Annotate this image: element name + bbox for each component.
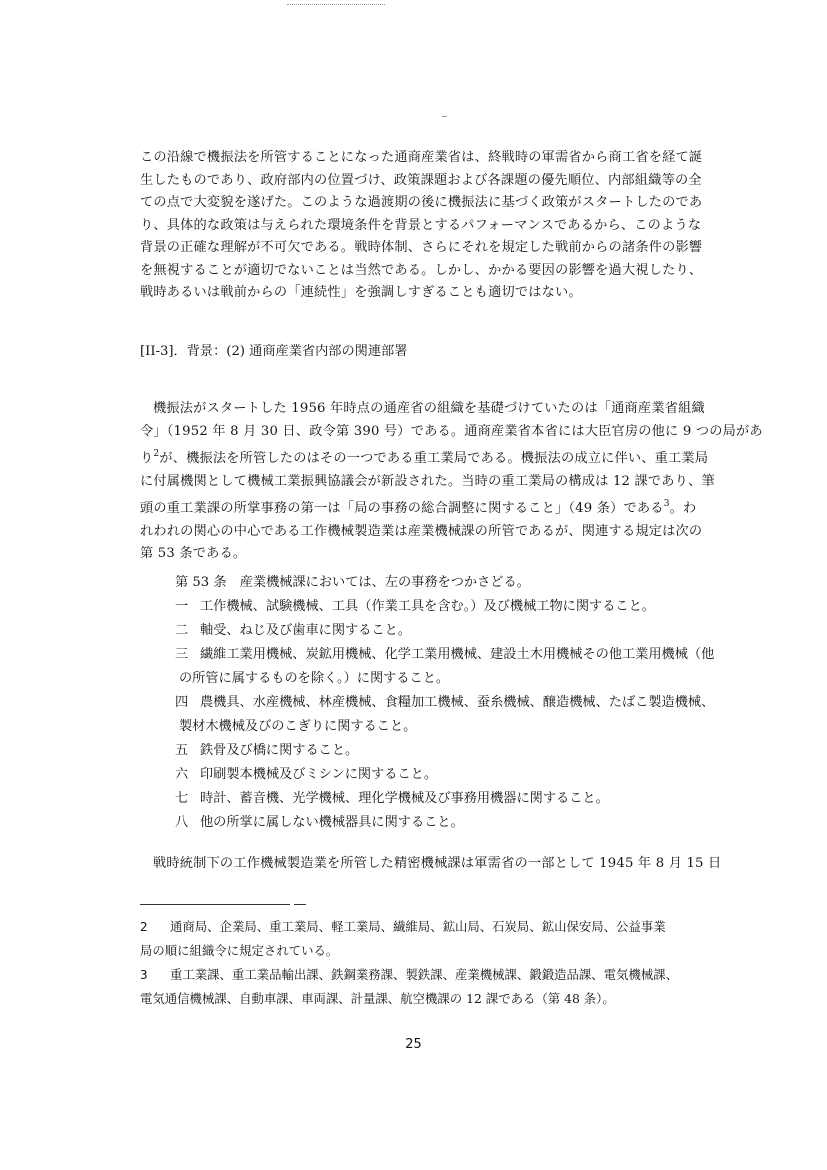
paragraph-2-text: 機振法がスタートした 1956 年時点の通産省の組織を基礎づけていたのは「通商産業省組織	[153, 401, 705, 416]
item-number: 八	[175, 815, 189, 830]
item-text-continued: 製材木機械及びのこぎりに関すること。	[179, 719, 417, 734]
paragraph-2-line: に付属機関として機械工業振興協議会が新設された。当時の重工業局の構成は 12 課であり、筆	[140, 473, 715, 489]
item-text: 他の所掌に属しない機械器具に関すること。	[200, 815, 464, 830]
paragraph-2-line	[140, 493, 720, 521]
article-item	[175, 787, 720, 811]
paragraph-1-line: り、具体的な政策は与えられた環境条件を背景とするパフォーマンスであるから、このような	[140, 217, 702, 233]
paragraph-1-line: 生したものであり、政府部内の位置づけ、政策課題および各課題の優先順位、内部組織等の全	[140, 172, 702, 188]
item-text: 軸受、ねじ及び歯車に関すること。	[200, 623, 411, 638]
footnote-ref-2: 2	[153, 449, 160, 459]
item-number: 七	[175, 791, 189, 806]
article-item	[175, 595, 720, 619]
footnote-line	[140, 963, 720, 987]
paragraph-2-line: 令」（1952 年 8 月 30 日、政令第 390 号）である。通商産業省本省には大臣官房の他に 9 つの局があ	[140, 423, 763, 439]
paragraph-3	[140, 853, 720, 876]
footnote-2	[140, 915, 720, 962]
item-number: 六	[175, 767, 189, 782]
article-item	[175, 619, 720, 643]
item-number: 一	[175, 599, 189, 614]
item-text: 時計、蓄音機、光学機械、理化学機械及び事務用機器に関すること。	[200, 791, 609, 806]
paragraph-2-text: が、機振法を所管したのはその一つである重工業局である。機振法の成立に伴い、重工業局	[159, 451, 709, 466]
item-text: 繊維工業用機械、炭鉱用機械、化学工業用機械、建設土木用機械その他工業用機械（他	[200, 647, 715, 662]
article-item	[175, 643, 720, 691]
scan-artifact-mid	[442, 116, 447, 117]
article-title: 第 53 条 産業機械課においては、左の事務をつかさどる。	[175, 575, 530, 590]
paragraph-2-line: 第 53 条である。	[140, 546, 247, 561]
paragraph-2-line: れわれの関心の中心である工作機械製造業は産業機械課の所管であるが、関連する規定は次の	[140, 523, 703, 539]
article-item	[175, 763, 720, 787]
paragraph-2-line	[140, 398, 720, 421]
footnote-number: 3	[140, 968, 148, 982]
footnote-line	[140, 915, 720, 939]
item-text: 鉄骨及び橋に関すること。	[200, 743, 359, 758]
paragraph-2-text: 。わ	[669, 501, 697, 516]
footnote-number: 2	[140, 920, 148, 934]
item-text-continued: の所管に属するものを除く。）に関すること。	[179, 671, 450, 686]
section-heading: [II-3]．背景：(2) 通商産業省内部の関連部署	[140, 344, 408, 359]
article-53	[175, 571, 720, 835]
item-number: 五	[175, 743, 189, 758]
footnote-line: 局の順に組織令に規定されている。	[140, 943, 339, 958]
paragraph-2-text: り	[140, 451, 154, 466]
scan-artifact-top	[287, 4, 385, 5]
paragraph-1-line: を無視することが適切でないことは当然である。しかし、かかる要因の影響を過大視したり、	[140, 262, 703, 278]
paragraph-2-line	[140, 443, 720, 471]
item-number: 四	[175, 695, 189, 710]
article-item	[175, 691, 720, 739]
article-item	[175, 739, 720, 763]
paragraph-1-line: この沿線で機振法を所管することになった通商産業省は、終戦時の軍需省から商工省を経て誕	[140, 150, 703, 165]
item-number: 二	[175, 623, 189, 638]
footnote-text: 通商局、企業局、重工業局、軽工業局、繊維局、鉱山局、石炭局、鉱山保安局、公益事業	[170, 919, 666, 934]
footnote-3	[140, 963, 720, 1010]
footnote-line: 電気通信機械課、自動車課、車両課、計量課、航空機課の 12 課である（第 48 条）。	[140, 991, 615, 1006]
paragraph-2-text: 頭の重工業課の所掌事務の第一は「局の事務の総合調整に関すること」（49 条）である	[140, 501, 664, 516]
footnote-text: 重工業課、重工業品輸出課、鉄鋼業務課、製鉄課、産業機械課、鍛鍛造品課、電気機械課、	[170, 967, 679, 982]
paragraph-1-line: 背景の正確な理解が不可欠である。戦時体制、さらにそれを規定した戦前からの諸条件の影響	[140, 240, 703, 255]
paragraph-3-text: 戦時統制下の工作機械製造業を所管した精密機械課は軍需省の一部として 1945 年 8 月 15 日	[153, 856, 722, 871]
paragraph-3-line	[140, 853, 720, 876]
footnote-divider	[140, 904, 290, 905]
article-item	[175, 811, 720, 835]
footnote-divider	[294, 904, 306, 905]
item-text: 工作機械、試験機械、工具（作業工具を含む。）及び機械工物に関すること。	[200, 599, 655, 614]
footnote-ref-3: 3	[663, 499, 670, 509]
paragraph-1	[140, 147, 720, 305]
item-text: 農機具、水産機械、林産機械、食糧加工機械、蚕糸機械、醸造機械、たばこ製造機械、	[200, 695, 715, 710]
item-number: 三	[175, 647, 189, 662]
item-text: 印刷製本機械及びミシンに関すること。	[200, 767, 438, 782]
page-number: 25	[405, 1037, 422, 1052]
paragraph-1-line: ての点で大変貌を遂げた。このような過渡期の後に機振法に基づく政策がスタートしたのであ	[140, 195, 703, 210]
paragraph-1-line: 戦時あるいは戦前からの「連続性」を強調しすぎることも適切ではない。	[140, 285, 582, 300]
paragraph-2	[140, 398, 763, 566]
